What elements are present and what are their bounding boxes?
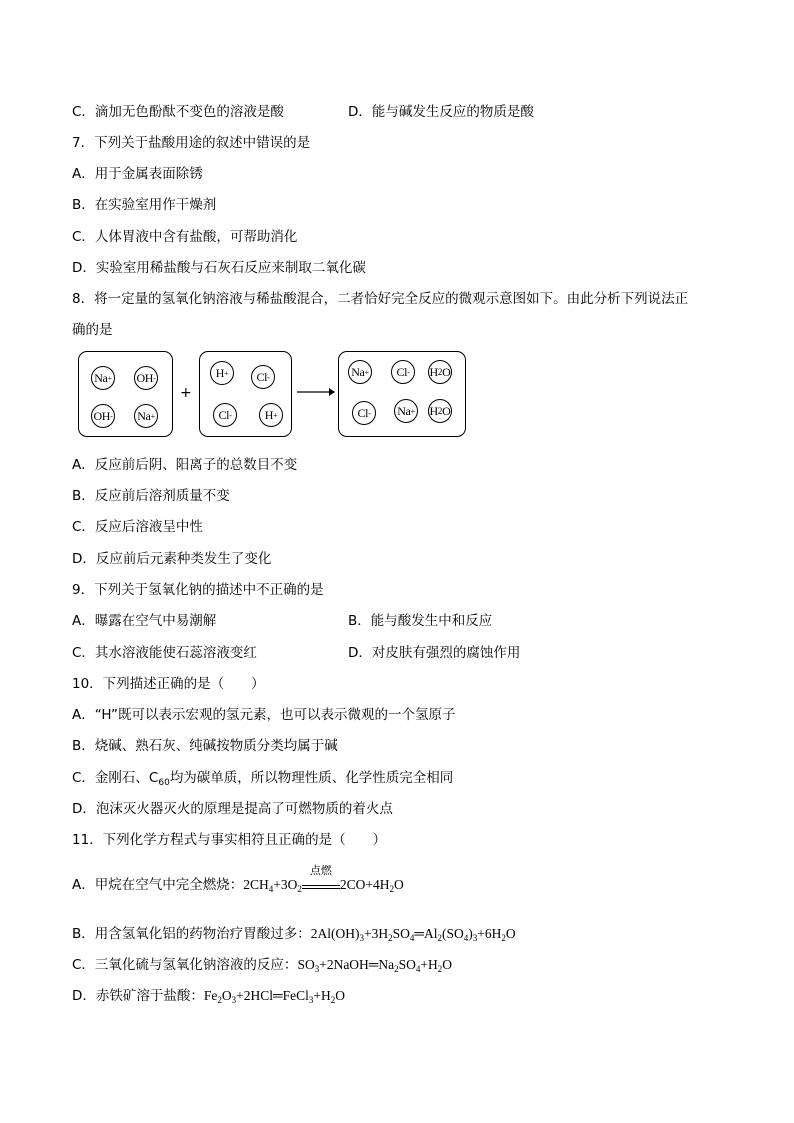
q7-option-b: B．在实验室用作干燥剂 xyxy=(72,197,217,213)
q11-option-a: A．甲烷在空气中完全燃烧：$2CH_4+3O_2$ 点燃 $2CO+4H_2O$ xyxy=(72,864,404,894)
q6-option-d: D．能与碱发生反应的物质是酸 xyxy=(348,104,534,120)
sodium-ion: Na + xyxy=(394,399,418,423)
q9-option-a: A．曝露在空气中易潮解 xyxy=(72,613,217,629)
q10-option-a: A．“H”既可以表示宏观的氢元素，也可以表示微观的一个氢原子 xyxy=(72,707,456,723)
q8-option-b: B．反应前后溶剂质量不变 xyxy=(72,488,230,504)
q8-stem-line2: 确的是 xyxy=(72,322,113,338)
hydroxide-ion: OH - xyxy=(91,404,115,428)
q7-option-a: A．用于金属表面除锈 xyxy=(72,166,203,182)
q11-stem: 11．下列化学方程式与事实相符且正确的是（ ） xyxy=(72,832,387,848)
q8-option-a: A．反应前后阴、阳离子的总数目不变 xyxy=(72,457,298,473)
sodium-ion: Na + xyxy=(348,360,372,384)
plus-sign: + xyxy=(180,385,192,401)
q7-stem: 7．下列关于盐酸用途的叙述中错误的是 xyxy=(72,135,311,151)
q10-option-c: C．金刚石、$C_{60}$均为碳单质，所以物理性质、化学性质完全相同 xyxy=(72,770,454,788)
equation-c: $SO_3+2NaOH═Na_2SO_4+H_2O$ xyxy=(297,957,453,974)
hydrogen-ion: H + xyxy=(210,361,234,385)
sodium-ion: Na + xyxy=(134,404,158,428)
q10-stem: 10．下列描述正确的是（ ） xyxy=(72,676,265,692)
q11-option-b: B．用含氢氧化铝的药物治疗胃酸过多：$2Al(OH)_3+3H_2SO_4═Al_2(SO_4)_3+6H_2O$ xyxy=(72,926,516,943)
equation-a: $2CH_4+3O_2$ 点燃 $2CO+4H_2O$ xyxy=(243,864,404,894)
product-solution-box xyxy=(338,351,466,437)
q11-option-d: D．赤铁矿溶于盐酸：$Fe_2O_3+2HCl═FeCl_3+H_2O$ xyxy=(72,988,345,1005)
equation-d: $Fe_2O_3+2HCl═FeCl_3+H_2O$ xyxy=(203,988,345,1005)
chloride-ion: Cl - xyxy=(251,365,275,389)
q8-stem-line1: 8．将一定量的氢氧化钠溶液与稀盐酸混合，二者恰好完全反应的微观示意图如下。由此分析下列说法正 xyxy=(72,291,689,307)
chloride-ion: Cl - xyxy=(352,401,376,425)
sodium-ion: Na + xyxy=(91,366,115,390)
chloride-ion: Cl - xyxy=(391,360,415,384)
q7-option-d: D．实验室用稀盐酸与石灰石反应来制取二氧化碳 xyxy=(72,260,366,276)
naoh-solution-box xyxy=(78,351,173,437)
q9-option-c: C．其水溶液能使石蕊溶液变红 xyxy=(72,645,257,661)
q10-option-b: B．烧碱、熟石灰、纯碱按物质分类均属于碱 xyxy=(72,738,338,754)
water-molecule: H 2 O xyxy=(428,360,452,384)
q9-stem: 9．下列关于氢氧化钠的描述中不正确的是 xyxy=(72,582,324,598)
reaction-arrow-icon xyxy=(296,386,336,398)
chloride-ion: Cl - xyxy=(213,403,237,427)
q11-option-c: C．三氧化硫与氢氧化钠溶液的反应：$SO_3+2NaOH═Na_2SO_4+H_2O$ xyxy=(72,957,453,974)
q8-option-c: C．反应后溶液呈中性 xyxy=(72,519,203,535)
water-molecule: H 2 O xyxy=(428,399,452,423)
q8-option-d: D．反应前后元素种类发生了变化 xyxy=(72,551,272,567)
hydroxide-ion: OH - xyxy=(134,366,158,390)
combustion-condition: 点燃 xyxy=(302,876,340,889)
hydrogen-ion: H + xyxy=(259,403,283,427)
q9-option-d: D．对皮肤有强烈的腐蚀作用 xyxy=(348,645,521,661)
hcl-solution-box xyxy=(199,351,292,437)
q10-option-d: D．泡沫灭火器灭火的原理是提高了可燃物质的着火点 xyxy=(72,801,393,817)
q9-option-b: B．能与酸发生中和反应 xyxy=(348,613,493,629)
q7-option-c: C．人体胃液中含有盐酸，可帮助消化 xyxy=(72,229,298,245)
q6-option-c: C．滴加无色酚酞不变色的溶液是酸 xyxy=(72,104,284,120)
equation-b: $2Al(OH)_3+3H_2SO_4═Al_2(SO_4)_3+6H_2O$ xyxy=(310,926,516,943)
